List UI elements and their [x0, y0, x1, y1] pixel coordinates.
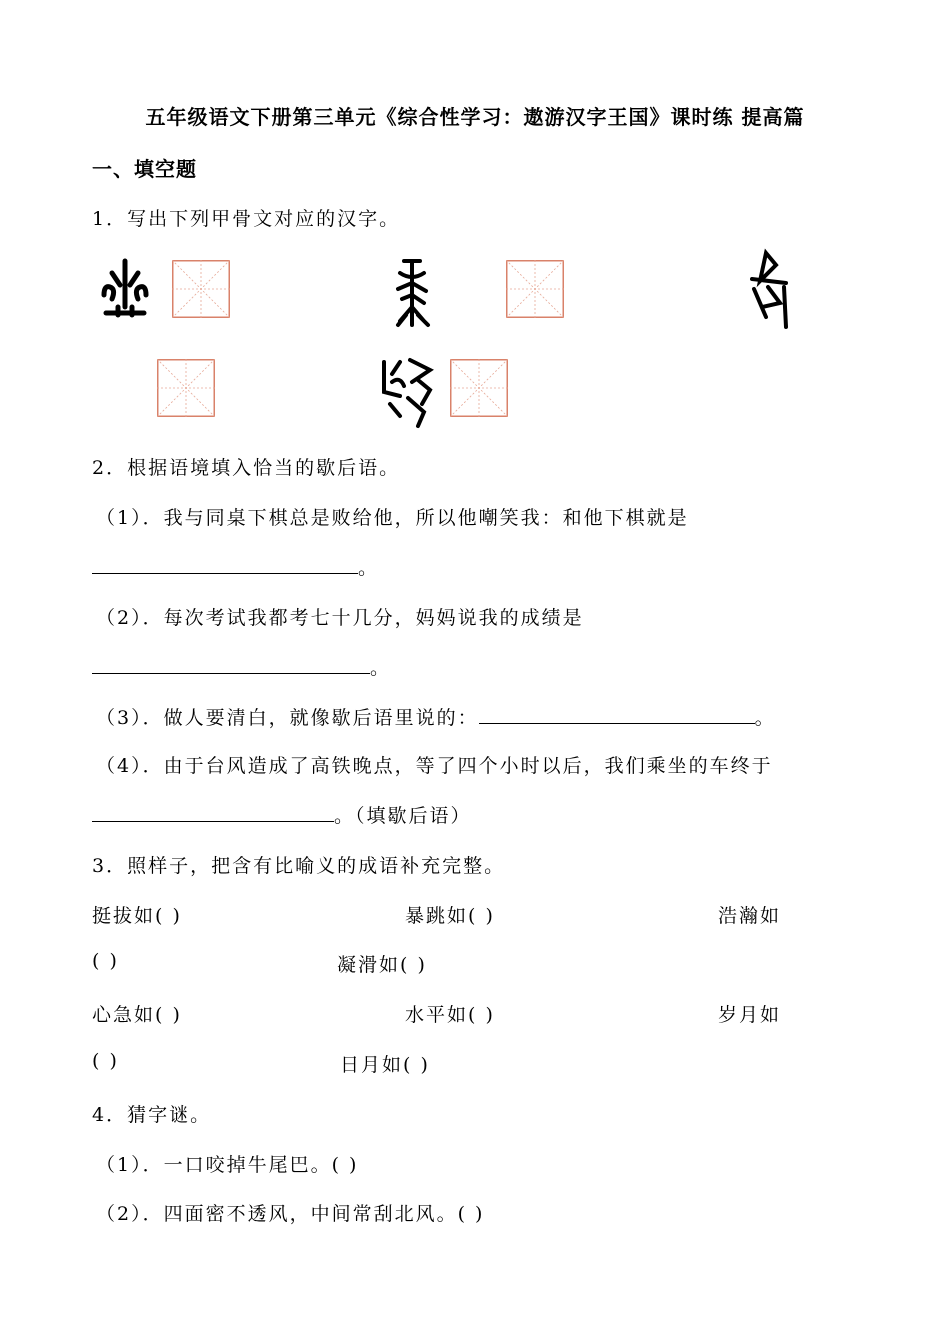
writing-grid-3[interactable]: [157, 359, 215, 417]
writing-grid-2[interactable]: [506, 260, 564, 318]
q2-item-1-end: 。: [358, 557, 380, 579]
section-heading-fill-blank: 一、填空题: [92, 157, 197, 181]
q2-item-2-blank[interactable]: [92, 655, 370, 674]
q2-item-2-end: 。: [370, 657, 392, 679]
q2-item-4-end: 。（填歇后语）: [334, 805, 472, 827]
q3-idiom[interactable]: 水平如( ): [405, 1004, 495, 1026]
q4-riddle-1[interactable]: （1）．一口咬掉牛尾巴。( ): [96, 1154, 359, 1176]
q2-item-3-text: （3）．做人要清白，就像歇后语里说的：: [96, 707, 479, 729]
q1-prompt: 1．写出下列甲骨文对应的汉字。: [92, 208, 401, 230]
q2-item-1-text: （1）．我与同桌下棋总是败给他，所以他嘲笑我：和他下棋就是: [96, 507, 689, 529]
q3-idiom[interactable]: 日月如( ): [340, 1054, 430, 1076]
page-title: 五年级语文下册第三单元《综合性学习：遨游汉字王国》课时练 提高篇: [145, 105, 805, 129]
q2-item-1-blank[interactable]: [92, 555, 358, 574]
q3-idiom[interactable]: 岁月如: [718, 1004, 782, 1026]
q3-prompt: 3．照样子，把含有比喻义的成语补充完整。: [92, 855, 506, 877]
writing-grid-4[interactable]: [450, 359, 508, 417]
q2-item-3-end: 。: [754, 707, 776, 729]
q4-riddle-2[interactable]: （2）．四面密不透风，中间常刮北风。( ): [96, 1203, 485, 1225]
oracle-bone-sun-icon: [98, 255, 152, 325]
q3-idiom[interactable]: ( ): [92, 1050, 119, 1072]
oracle-bone-bird-icon: [746, 247, 794, 331]
oracle-bone-tree-icon: [390, 255, 436, 329]
q3-idiom[interactable]: 心急如( ): [92, 1004, 182, 1026]
q3-idiom[interactable]: 挺拔如( ): [92, 905, 182, 927]
q2-item-4-blank[interactable]: [92, 803, 334, 822]
q3-idiom[interactable]: ( ): [92, 950, 119, 972]
oracle-bone-ear-icon: [378, 352, 436, 430]
q2-item-4-answer: [92, 801, 472, 828]
q2-item-3-blank[interactable]: [479, 705, 755, 724]
q2-item-2-answer: [92, 653, 391, 680]
q4-prompt: 4．猜字谜。: [92, 1104, 212, 1126]
q2-item-2-text: （2）．每次考试我都考七十几分，妈妈说我的成绩是: [96, 607, 584, 629]
q3-idiom[interactable]: 暴跳如( ): [405, 905, 495, 927]
q2-item-3: [96, 703, 776, 730]
q2-item-1-answer: [92, 553, 379, 580]
q2-item-4-text: （4）．由于台风造成了高铁晚点，等了四个小时以后，我们乘坐的车终于: [96, 755, 773, 777]
q3-idiom[interactable]: 凝滑如( ): [337, 954, 427, 976]
writing-grid-1[interactable]: [172, 260, 230, 318]
q3-idiom[interactable]: 浩瀚如: [718, 905, 782, 927]
q2-prompt: 2．根据语境填入恰当的歇后语。: [92, 457, 401, 479]
